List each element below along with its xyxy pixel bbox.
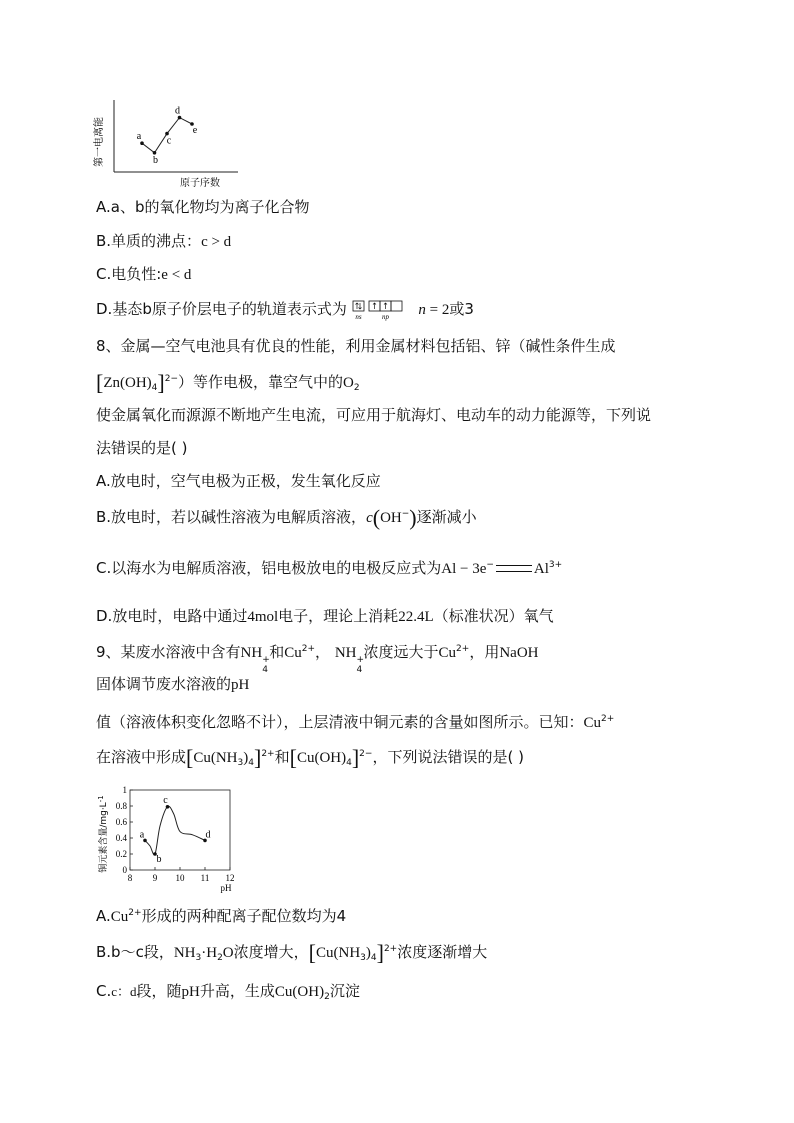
chart2-xtick-label: 9 xyxy=(152,873,158,883)
chart2-xtick-label: 12 xyxy=(225,873,235,883)
chart1-ylabel: 第一电离能 xyxy=(94,117,105,167)
q9-stem-line3: 值（溶液体积变化忽略不计），上层清液中铜元素的含量如图所示。已知：$Cu^{2+}$ xyxy=(96,713,615,731)
chart2-point-label-a: a xyxy=(139,829,145,841)
chart1-xlabel: 原子序数 xyxy=(180,178,220,189)
q9-option-b: B.b～c段，$NH_3\cdot H_2O$浓度增大，$[Cu(NH_3)_4]^{2+}$浓度逐渐增大 xyxy=(96,940,488,965)
chart2-ytick-label: 1 xyxy=(122,786,127,795)
chart2-ytick-label: 0.2 xyxy=(115,849,127,859)
q9-option-a: $A.Cu^{2+}$形成的两种配离子配位数均为4 xyxy=(96,907,347,925)
q8-stem-line1: 8、金属—空气电池具有优良的性能，利用金属材料包括铝、锌（碱性条件生成 xyxy=(96,337,616,355)
q8-option-b: B.放电时，若以碱性溶液为电解质溶液，c(OH−)逐渐减小 xyxy=(96,505,477,530)
q9-stem-line2: 固体调节废水溶液的pH xyxy=(96,675,250,693)
chart2-xtick-label: 11 xyxy=(200,873,210,883)
q8-option-a: A.放电时，空气电极为正极，发生氧化反应 xyxy=(96,472,381,490)
chart1-point-label-d: d xyxy=(175,105,180,117)
chart2-xlabel: pH xyxy=(220,883,232,893)
q8-stem-line2: $[Zn(OH)_4]^{2-}$）等作电极，靠空气中的$O_2$ xyxy=(96,370,360,395)
orbital-diagram xyxy=(352,299,414,321)
q7-option-a: A.a、b的氧化物均为离子化合物 xyxy=(96,198,310,216)
svg-text:np: np xyxy=(381,312,389,321)
chart2-ytick-label: 0.4 xyxy=(115,833,127,843)
chart2-xtick-label: 8 xyxy=(127,873,133,883)
q9-stem-line1: 9、某废水溶液中含有NH + 4 和$Cu^{2+}$， NH + 4 浓度远大于$Cu^{2+}$，用NaOH xyxy=(96,643,539,675)
chart2-point-label-c: c xyxy=(163,794,168,806)
q8-stem-line4: 法错误的是( ) xyxy=(96,439,188,457)
chart2-xtick-label: 10 xyxy=(175,873,185,883)
q8-option-c: C.以海水为电解质溶液，铝电极放电的电极反应式为Al − 3e− $Al^{3+}$ xyxy=(96,559,563,577)
chart2-ytick-label: 0.8 xyxy=(115,801,127,811)
q9-stem-line4: 在溶液中形成$[Cu(NH_3)_4]^{2+}$和$[Cu(OH)_4]^{2-}$，下列说法错误的是( ) xyxy=(96,745,524,770)
ionization-energy-chart xyxy=(92,98,242,190)
chart2-curve xyxy=(145,806,205,854)
chart2-point-label-d: d xyxy=(205,829,211,841)
chart2-ylabel: 铜元素含量$/mg\cdot L^{-1}$ xyxy=(97,795,109,873)
chart1-point-label-e: e xyxy=(192,125,198,136)
chart2-point-label-b: b xyxy=(156,854,162,865)
copper-content-chart xyxy=(96,786,246,898)
q7-option-c: C.电负性:e < d xyxy=(96,265,192,283)
q7-option-d: D.基态b原子价层电子的轨道表示式为 ns np n = 2或3 xyxy=(96,300,474,321)
chart1-point-label-c: c xyxy=(166,135,172,147)
q8-stem-line3: 使金属氧化而源源不断地产生电流，可应用于航海灯、电动车的动力能源等，下列说 xyxy=(96,406,652,424)
chart1-point-label-a: a xyxy=(136,131,142,143)
q7-option-b: B.单质的沸点：c > d xyxy=(96,232,232,250)
chart1-point-label-b: b xyxy=(153,154,158,166)
svg-text:ns: ns xyxy=(355,312,362,321)
chart2-ytick-label: 0 xyxy=(122,865,127,875)
reaction-equals-sign xyxy=(496,565,532,572)
q9-option-c: C.c：d段，随pH升高，生成$Cu(OH)_2$沉淀 xyxy=(96,982,360,1002)
chart2-ytick-label: 0.6 xyxy=(115,817,127,827)
q8-option-d: D.放电时，电路中通过4mol电子，理论上消耗22.4L（标准状况）氧气 xyxy=(96,607,554,625)
chart2-frame xyxy=(130,790,230,870)
